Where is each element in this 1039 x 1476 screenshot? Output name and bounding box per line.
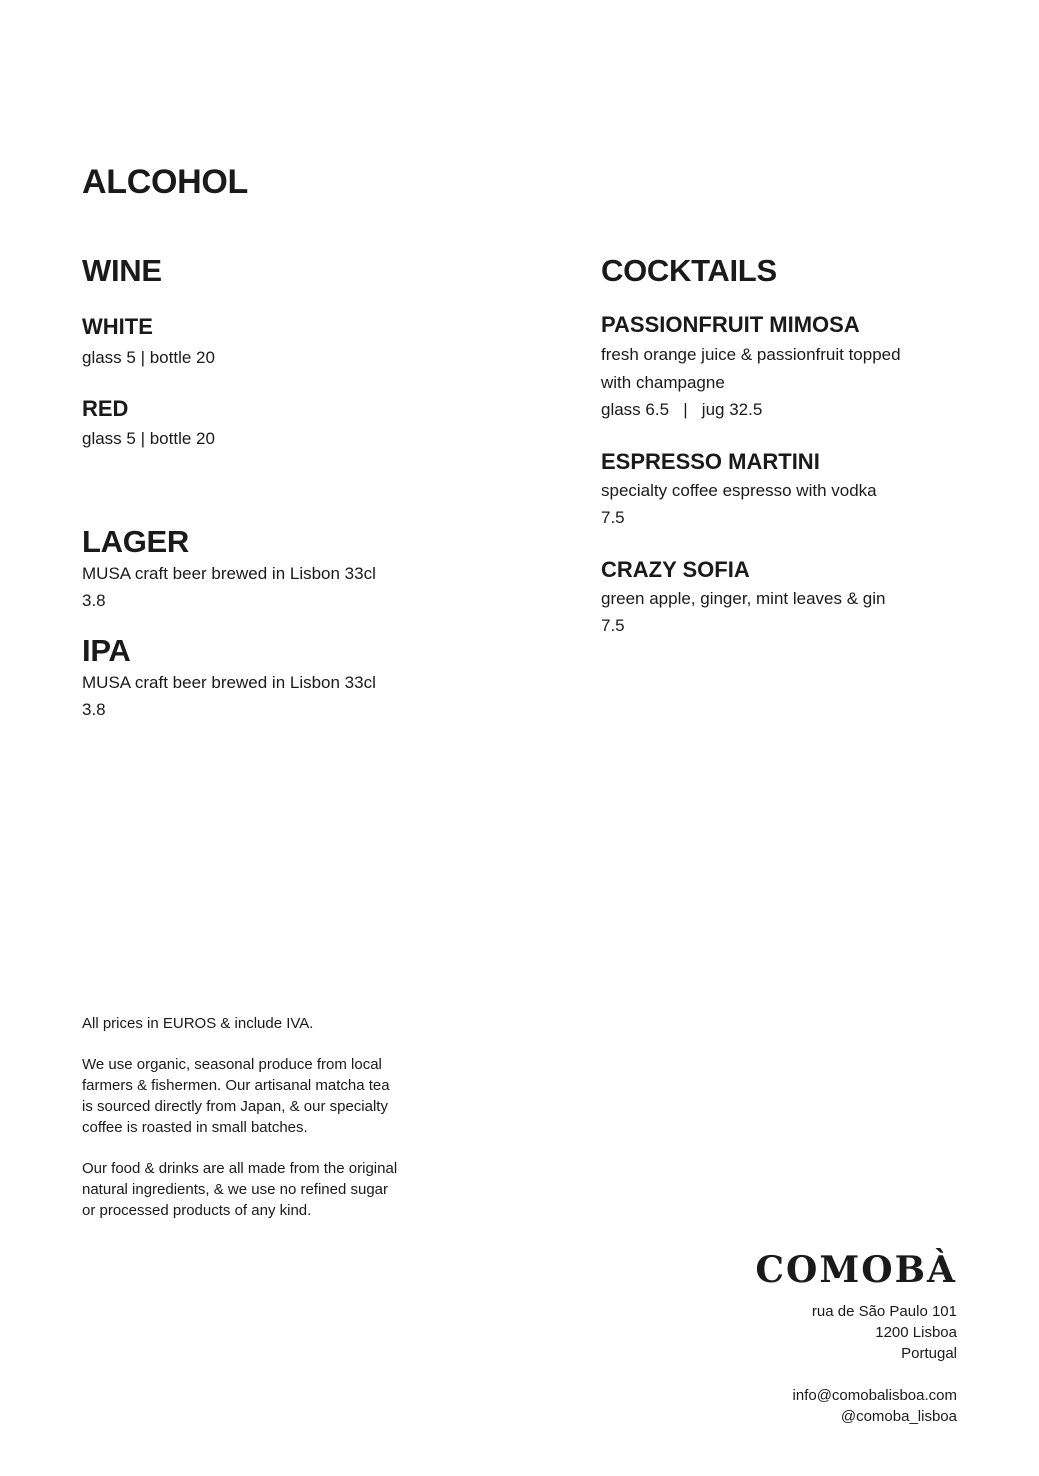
- wine-heading: WINE: [82, 253, 162, 288]
- social-handle[interactable]: @comoba_lisboa: [840, 1408, 957, 1425]
- address-block: [812, 1301, 957, 1364]
- wine-red-price: glass 5 | bottle 20: [82, 429, 215, 448]
- cocktails-heading: COCKTAILS: [601, 253, 777, 288]
- address-line: rua de São Paulo 101: [811, 1303, 957, 1320]
- cocktail-price: glass 6.5 | jug 32.5: [601, 400, 763, 419]
- lager-heading: LAGER: [82, 524, 190, 559]
- note-line: natural ingredients, & we use no refined sugar: [82, 1181, 389, 1198]
- email-link[interactable]: info@comobalisboa.com: [792, 1387, 957, 1404]
- ipa-heading: IPA: [82, 633, 131, 668]
- page-title: ALCOHOL: [82, 163, 248, 201]
- wine-red-name: RED: [82, 396, 129, 421]
- cocktail-name: ESPRESSO MARTINI: [601, 449, 820, 474]
- produce-note: [82, 1054, 390, 1138]
- cocktail-name: CRAZY SOFIA: [601, 557, 750, 582]
- prices-note: All prices in EUROS & include IVA.: [82, 1015, 314, 1032]
- wine-white-name: WHITE: [82, 314, 153, 339]
- cocktail-description: green apple, ginger, mint leaves & gin: [601, 589, 886, 608]
- note-line: coffee is roasted in small batches.: [82, 1119, 308, 1136]
- lager-description: MUSA craft beer brewed in Lisbon 33cl: [82, 564, 376, 583]
- ipa-price: 3.8: [82, 700, 106, 719]
- cocktail-price: 7.5: [601, 508, 625, 527]
- note-line: Our food & drinks are all made from the original: [82, 1160, 398, 1177]
- comoba-logo: COMOBÀ: [755, 1249, 957, 1291]
- cocktail-description: fresh orange juice & passionfruit topped: [601, 345, 901, 364]
- address-line: Portugal: [901, 1345, 957, 1362]
- ingredients-note: [82, 1158, 397, 1221]
- cocktail-price: 7.5: [601, 616, 625, 635]
- note-line: or processed products of any kind.: [82, 1202, 312, 1219]
- ipa-description: MUSA craft beer brewed in Lisbon 33cl: [82, 673, 376, 692]
- cocktail-description: with champagne: [601, 373, 725, 392]
- note-line: We use organic, seasonal produce from local: [82, 1056, 382, 1073]
- cocktail-description: specialty coffee espresso with vodka: [601, 481, 877, 500]
- address-line: 1200 Lisboa: [875, 1324, 957, 1341]
- wine-white-price: glass 5 | bottle 20: [82, 348, 215, 367]
- contact-block: [793, 1385, 957, 1427]
- note-line: farmers & fishermen. Our artisanal matcha tea: [82, 1077, 390, 1094]
- cocktail-name: PASSIONFRUIT MIMOSA: [601, 312, 860, 337]
- note-line: is sourced directly from Japan, & our specialty: [82, 1098, 388, 1115]
- lager-price: 3.8: [82, 591, 106, 610]
